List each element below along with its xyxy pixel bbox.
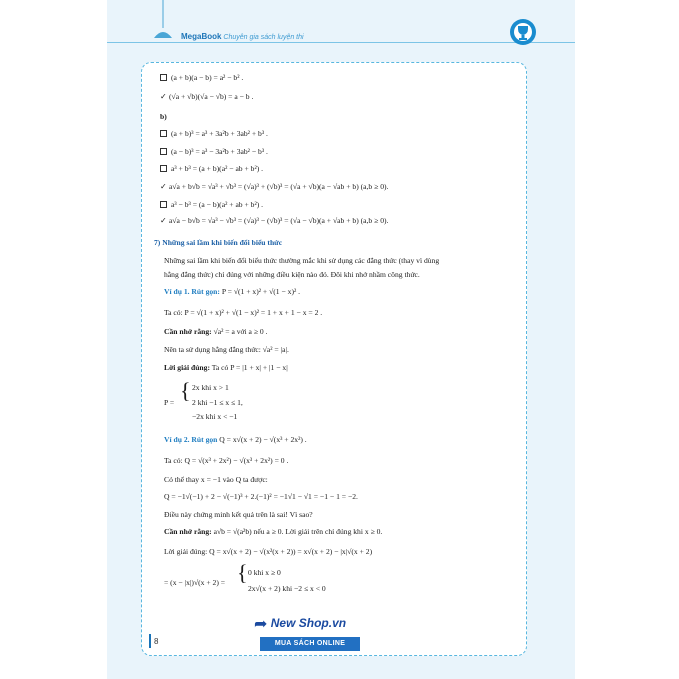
- p-case: 2x khi x > 1: [192, 383, 229, 392]
- checkbox-icon: [160, 165, 167, 172]
- paragraph-line: hằng đẳng thức) chỉ đúng với những điều kiện nào đó. Đôi khi nhớ nhầm công thức.: [164, 270, 420, 279]
- formula-line: ✓ a√a + b√b = √a³ + √b³ = (√a)³ + (√b)³ = (√a + √b)(a − √ab + b) (a,b ≥ 0).: [160, 182, 389, 191]
- lamp-icon: [151, 0, 175, 42]
- q-case: 0 khi x ≥ 0: [248, 568, 281, 577]
- checkmark-icon: ✓: [160, 92, 167, 101]
- checkbox-icon: [160, 201, 167, 208]
- page-number: 8: [154, 637, 159, 646]
- example-2-calc: Q = −1√(−1) + 2 − √(−1)³ + 2.(−1)² = −1√1 − √1 = −1 − 1 = −2.: [164, 492, 358, 501]
- example-2-correct: Lời giải đúng: Q = x√(x + 2) − √(x²(x + 2)) = x√(x + 2) − |x|√(x + 2): [164, 547, 373, 556]
- example-1-heading: Ví dụ 1. Rút gọn: P = √(1 + x)² + √(1 − x)² .: [164, 287, 301, 296]
- section-title: 7) Những sai lầm khi biến đổi biểu thức: [154, 238, 283, 247]
- header-rule: [107, 42, 575, 43]
- formula-line: ✓ (√a + √b)(√a − √b) = a − b .: [160, 92, 254, 101]
- checkbox-icon: [160, 148, 167, 155]
- formula-line: a³ + b³ = (a + b)(a² − ab + b²) .: [160, 164, 263, 173]
- buy-online-banner[interactable]: MUA SÁCH ONLINE: [260, 637, 360, 651]
- example-2-wrong: Ta có: Q = √(x³ + 2x²) − √(x³ + 2x²) = 0 .: [164, 456, 289, 465]
- formula-line: (a + b)³ = a³ + 3a²b + 3ab² + b³ .: [160, 129, 268, 138]
- example-2-final: = (x − |x|)√(x + 2) =: [164, 578, 226, 587]
- formula-line: ✓ a√a − b√b = √a³ − √b³ = (√a)³ − (√b)³ = (√a − √b)(a + √ab + b) (a,b ≥ 0).: [160, 216, 389, 225]
- p-case: 2 khi −1 ≤ x ≤ 1,: [192, 398, 243, 407]
- brand-slogan: Chuyên gia sách luyện thi: [223, 34, 304, 41]
- part-label: b): [160, 112, 167, 121]
- arrow-icon: ➦: [254, 616, 268, 633]
- paragraph-line: Những sai lầm khi biến đổi biểu thức thường mắc khi sử dụng các đẳng thức (thay vì dùng: [164, 256, 440, 265]
- checkbox-icon: [160, 74, 167, 81]
- checkmark-icon: ✓: [160, 182, 167, 191]
- p-eq: P =: [164, 398, 175, 407]
- q-case: 2x√(x + 2) khi −2 ≤ x < 0: [248, 584, 326, 593]
- formula-line: (a − b)³ = a³ − 3a²b + 3ab² − b³ .: [160, 147, 268, 156]
- example-1-correct: Lời giải đúng: Ta có P = |1 + x| + |1 − x|: [164, 363, 288, 372]
- checkbox-icon: [160, 130, 167, 137]
- brace-icon: {: [237, 560, 248, 585]
- trophy-icon: [509, 18, 537, 46]
- example-2-heading: Ví dụ 2. Rút gọn Q = x√(x + 2) − √(x³ + 2x²) .: [164, 435, 307, 444]
- example-2-question: Điều này chứng minh kết quả trên là sai! Vì sao?: [164, 510, 313, 519]
- brand: [181, 32, 304, 41]
- page-number-bar: [149, 634, 151, 648]
- example-2-remember: Cần nhớ rằng: a√b = √(a²b) nếu a ≥ 0. Lời giải trên chỉ đúng khi x ≥ 0.: [164, 527, 383, 536]
- example-1-wrong: Ta có: P = √(1 + x)² + √(1 − x)² = 1 + x + 1 − x = 2 .: [164, 308, 323, 317]
- example-1-note: Nên ta sử dụng hằng đẳng thức: √a² = |a|.: [164, 345, 289, 354]
- brace-icon: {: [180, 378, 191, 403]
- p-case: −2x khi x < −1: [192, 412, 238, 421]
- example-1-remember: Cần nhớ rằng: √a² = a với a ≥ 0 .: [164, 327, 268, 336]
- brand-name: MegaBook: [181, 32, 222, 41]
- shop-logo[interactable]: ➦ New Shop.vn: [254, 616, 347, 633]
- formula-line: (a + b)(a − b) = a² − b² .: [160, 73, 243, 82]
- checkmark-icon: ✓: [160, 216, 167, 225]
- example-2-sub: Có thể thay x = −1 vào Q ta được:: [164, 475, 268, 484]
- formula-line: a³ − b³ = (a − b)(a² + ab + b²) .: [160, 200, 263, 209]
